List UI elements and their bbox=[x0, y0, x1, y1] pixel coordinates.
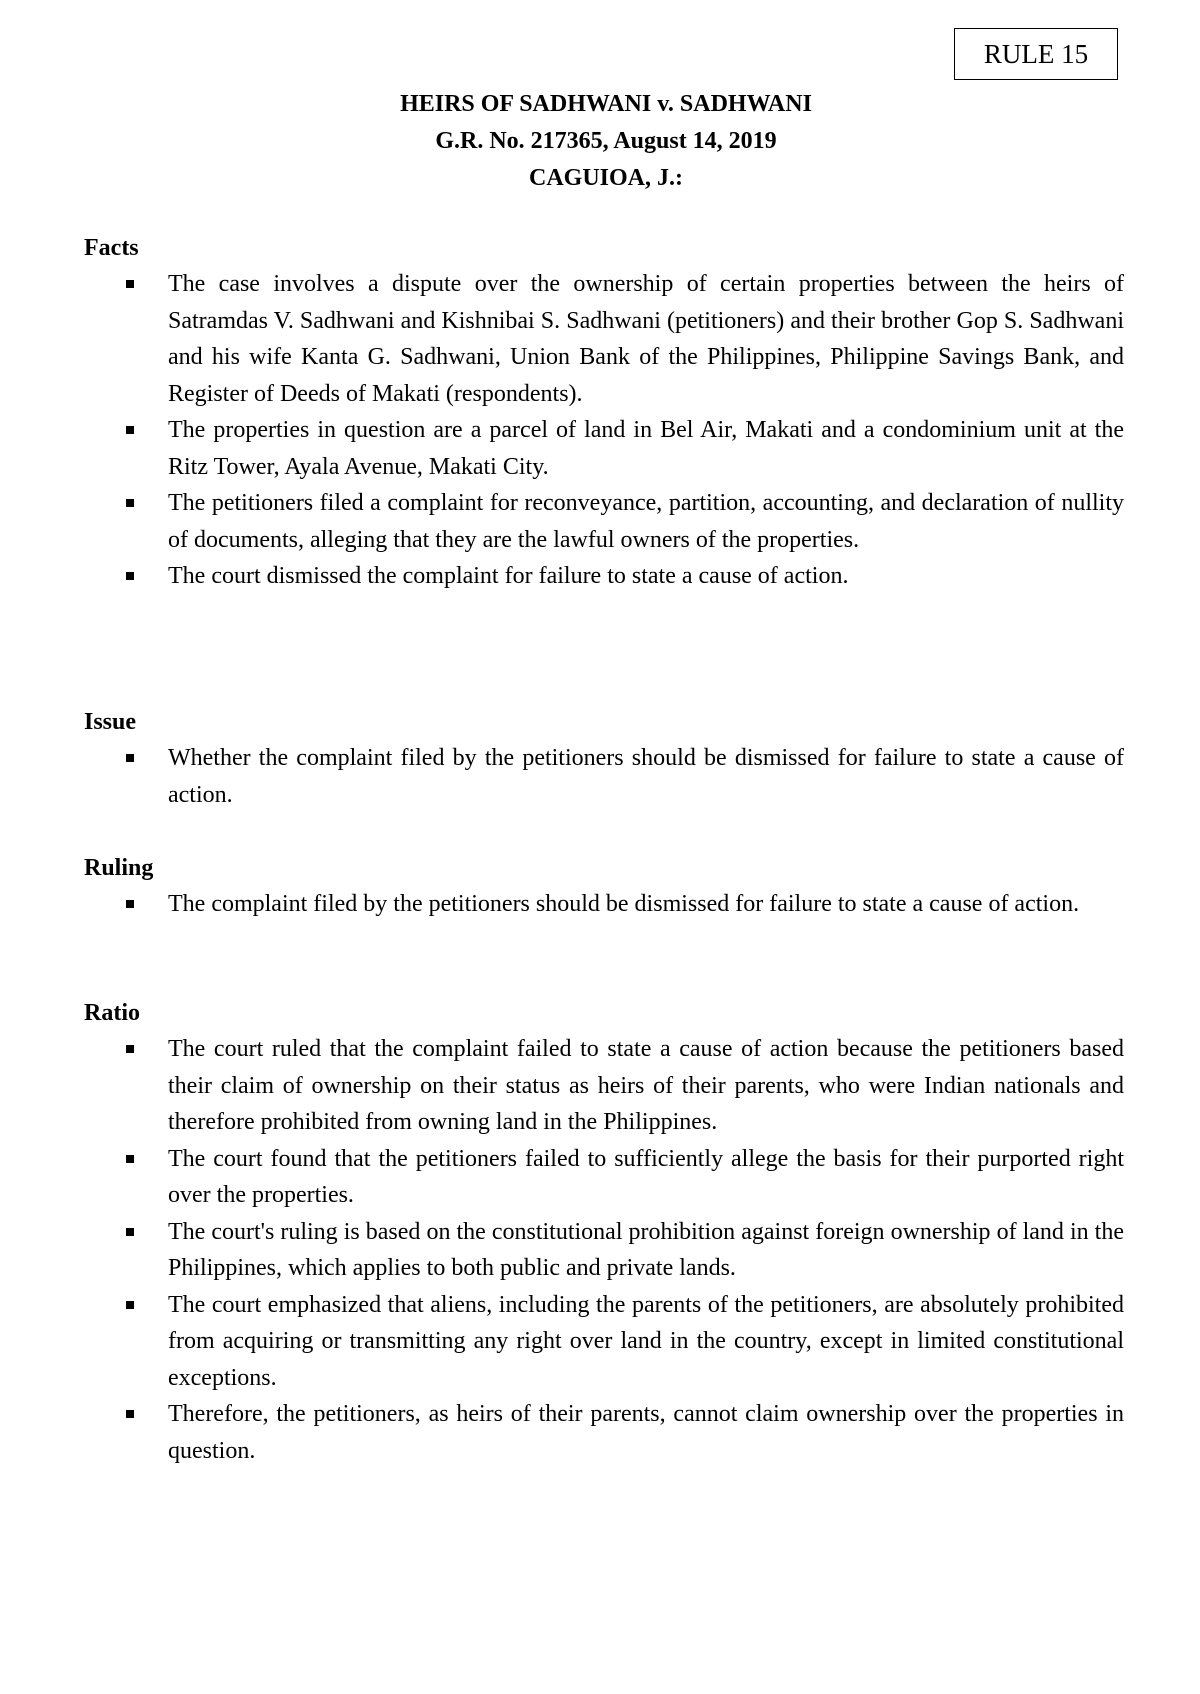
list-item bbox=[84, 1287, 1124, 1397]
rule-label-box bbox=[954, 28, 1118, 80]
list-item-text: Whether the complaint filed by the petitioners should be dismissed for failure to state a cause of action. bbox=[168, 745, 1124, 808]
square-bullet-icon bbox=[126, 1410, 134, 1418]
square-bullet-icon bbox=[126, 900, 134, 908]
list-item-text: The court emphasized that aliens, including the parents of the petitioners, are absolutely prohibited from acquiring or transmitting any right over land in the country, except in limited constitutional exceptions. bbox=[168, 1291, 1124, 1391]
square-bullet-icon bbox=[126, 754, 134, 762]
square-bullet-icon bbox=[126, 280, 134, 288]
square-bullet-icon bbox=[126, 1045, 134, 1053]
issue-heading: Issue bbox=[84, 709, 137, 735]
list-item bbox=[84, 886, 1124, 923]
list-item bbox=[84, 1214, 1124, 1287]
rule-label: RULE 15 bbox=[983, 39, 1089, 69]
ruling-list bbox=[84, 886, 1124, 923]
list-item-text: Therefore, the petitioners, as heirs of their parents, cannot claim ownership over the properties in question. bbox=[168, 1401, 1124, 1464]
case-title: HEIRS OF SADHWANI v. SADHWANI bbox=[400, 91, 812, 117]
case-header bbox=[0, 86, 1200, 197]
square-bullet-icon bbox=[126, 499, 134, 507]
issue-list bbox=[84, 740, 1124, 813]
list-item bbox=[84, 412, 1124, 485]
ratio-list bbox=[84, 1031, 1124, 1469]
case-citation: G.R. No. 217365, August 14, 2019 bbox=[435, 128, 777, 154]
list-item-text: The court dismissed the complaint for failure to state a cause of action. bbox=[168, 563, 849, 589]
ratio-heading: Ratio bbox=[84, 1000, 140, 1026]
list-item-text: The court's ruling is based on the constitutional prohibition against foreign ownership of land in the Philippines, which applies to both public and private lands. bbox=[168, 1218, 1124, 1281]
list-item bbox=[84, 485, 1124, 558]
list-item bbox=[84, 1031, 1124, 1141]
square-bullet-icon bbox=[126, 572, 134, 580]
square-bullet-icon bbox=[126, 1301, 134, 1309]
list-item bbox=[84, 558, 1124, 595]
list-item-text: The case involves a dispute over the ownership of certain properties between the heirs of Satramdas V. Sadhwani and Kishnibai S. Sadhwani (petitioners) and their brother Gop S. Sadhwani and his wife Kanta G. Sadhwani, Union Bank of the Philippines, Philippine Savings Bank, and Register of Deeds of Makati (respondents). bbox=[168, 271, 1124, 407]
square-bullet-icon bbox=[126, 1155, 134, 1163]
facts-section bbox=[84, 230, 1124, 595]
facts-list bbox=[84, 266, 1124, 595]
ruling-section bbox=[84, 850, 1124, 923]
list-item bbox=[84, 740, 1124, 813]
list-item-text: The petitioners filed a complaint for reconveyance, partition, accounting, and declaration of nullity of documents, alleging that they are the lawful owners of the properties. bbox=[168, 490, 1124, 553]
case-ponente: CAGUIOA, J.: bbox=[529, 165, 683, 191]
list-item-text: The court ruled that the complaint failed to state a cause of action because the petitioners based their claim of ownership on their status as heirs of their parents, who were Indian nationals and therefore prohibited from owning land in the Philippines. bbox=[168, 1036, 1124, 1135]
list-item-text: The complaint filed by the petitioners should be dismissed for failure to state a cause of action. bbox=[168, 891, 1080, 917]
square-bullet-icon bbox=[126, 1228, 134, 1236]
issue-section bbox=[84, 704, 1124, 813]
ruling-heading: Ruling bbox=[84, 855, 154, 881]
list-item bbox=[84, 266, 1124, 412]
list-item bbox=[84, 1396, 1124, 1469]
list-item-text: The court found that the petitioners failed to sufficiently allege the basis for their purported right over the properties. bbox=[168, 1145, 1124, 1208]
list-item-text: The properties in question are a parcel of land in Bel Air, Makati and a condominium unit at the Ritz Tower, Ayala Avenue, Makati City. bbox=[168, 417, 1124, 480]
facts-heading: Facts bbox=[84, 235, 139, 261]
list-item bbox=[84, 1141, 1124, 1214]
ratio-section bbox=[84, 995, 1124, 1469]
square-bullet-icon bbox=[126, 426, 134, 434]
